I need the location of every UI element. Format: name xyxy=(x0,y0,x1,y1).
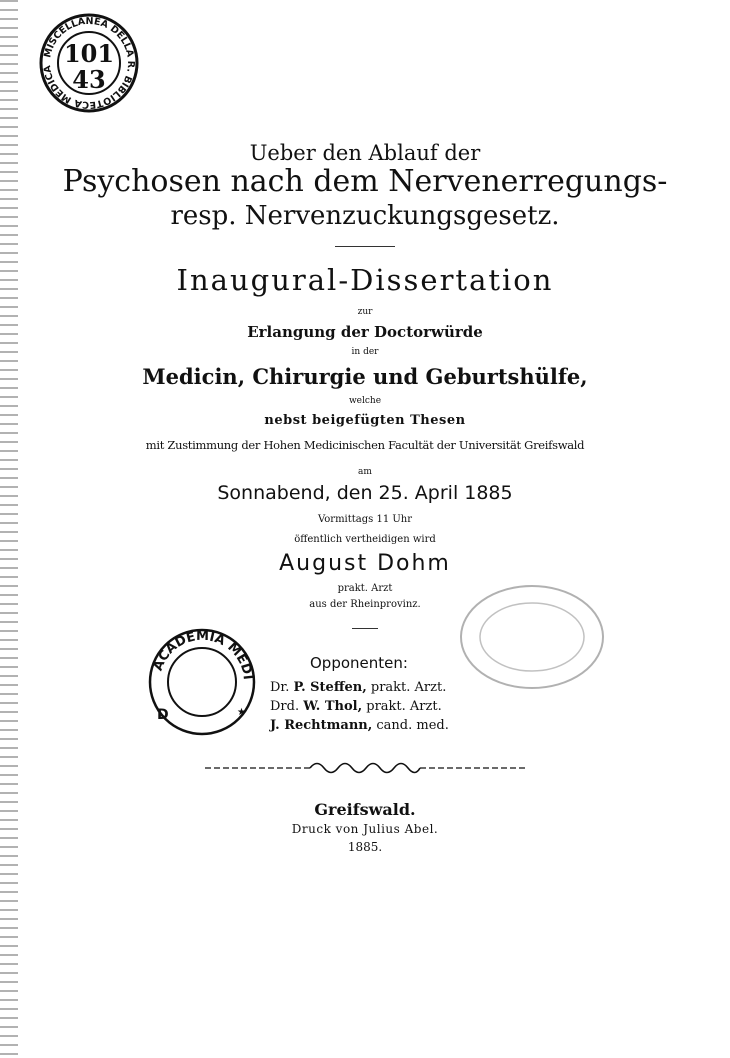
welche-text: welche xyxy=(348,396,382,406)
svg-text:ACADEMIA MEDICA xyxy=(147,627,255,680)
opponent-1-name: P. Steffen, xyxy=(293,680,367,695)
imprint-printer: Druck von Julius Abel. xyxy=(291,822,439,836)
defense-text: öffentlich vertheidigen wird xyxy=(294,534,436,545)
faint-stamp-shape xyxy=(458,583,606,691)
imprint-city: Greifswald. xyxy=(314,800,416,819)
author-origin: aus der Rheinprovinz. xyxy=(309,599,421,610)
academia-stamp-star: ★ xyxy=(237,707,246,718)
author-title: prakt. Arzt xyxy=(337,583,393,594)
academia-stamp-ring xyxy=(147,627,257,737)
opponent-1 xyxy=(270,680,446,695)
dissertation-heading: Inaugural-Dissertation xyxy=(176,263,554,297)
title-divider xyxy=(0,246,730,247)
opponent-2 xyxy=(270,699,442,714)
opponent-3-role: cand. med. xyxy=(372,718,449,733)
title-line-2: Psychosen nach dem Nervenerregungs- xyxy=(62,164,668,199)
zur-text: zur xyxy=(357,307,373,317)
approval-text: mit Zustimmung der Hohen Medicinischen Facultät der Universität Greifswald xyxy=(145,438,585,452)
academia-stamp-text: ACADEMIA MEDI xyxy=(150,628,255,681)
ornamental-rule xyxy=(0,758,730,778)
opponent-2-role: prakt. Arzt. xyxy=(362,699,442,714)
ornament-svg xyxy=(205,758,525,778)
imprint-year: 1885. xyxy=(347,840,383,854)
opponent-1-role: prakt. Arzt. xyxy=(366,680,447,695)
fields-text: Medicin, Chirurgie und Geburtshülfe, xyxy=(142,364,588,389)
academia-stamp-tail: D xyxy=(157,707,169,723)
am-text: am xyxy=(358,467,372,477)
defense-date: Sonnabend, den 25. April 1885 xyxy=(217,482,513,504)
opponent-1-prefix: Dr. xyxy=(270,680,294,695)
academia-medica-stamp xyxy=(147,627,257,737)
defense-time: Vormittags 11 Uhr xyxy=(317,514,413,525)
opponent-3-name: J. Rechtmann, xyxy=(270,718,373,733)
faint-oval-stamp xyxy=(458,583,606,691)
purpose-text: Erlangung der Doctorwürde xyxy=(247,323,483,341)
author-name: August Dohm xyxy=(279,551,451,576)
shelf-number-bottom: 43 xyxy=(72,65,106,94)
title-line-1: Ueber den Ablauf der xyxy=(249,141,481,165)
theses-text: nebst beigefügten Thesen xyxy=(264,413,466,428)
opponent-2-name: W. Thol, xyxy=(303,699,363,714)
author-divider xyxy=(0,628,730,629)
opponent-2-prefix: Drd. xyxy=(270,699,304,714)
library-stamp-text: MISCELLANEA DELLA R. BIBLIOTECA MEDICA xyxy=(41,15,137,111)
library-stamp xyxy=(38,12,140,114)
shelf-number-top: 101 xyxy=(63,39,115,68)
title-line-3: resp. Nervenzuckungsgesetz. xyxy=(170,201,560,231)
in-der-text: in der xyxy=(351,347,379,357)
opponents-heading-text: Opponenten: xyxy=(310,654,408,672)
opponent-3 xyxy=(270,718,449,733)
